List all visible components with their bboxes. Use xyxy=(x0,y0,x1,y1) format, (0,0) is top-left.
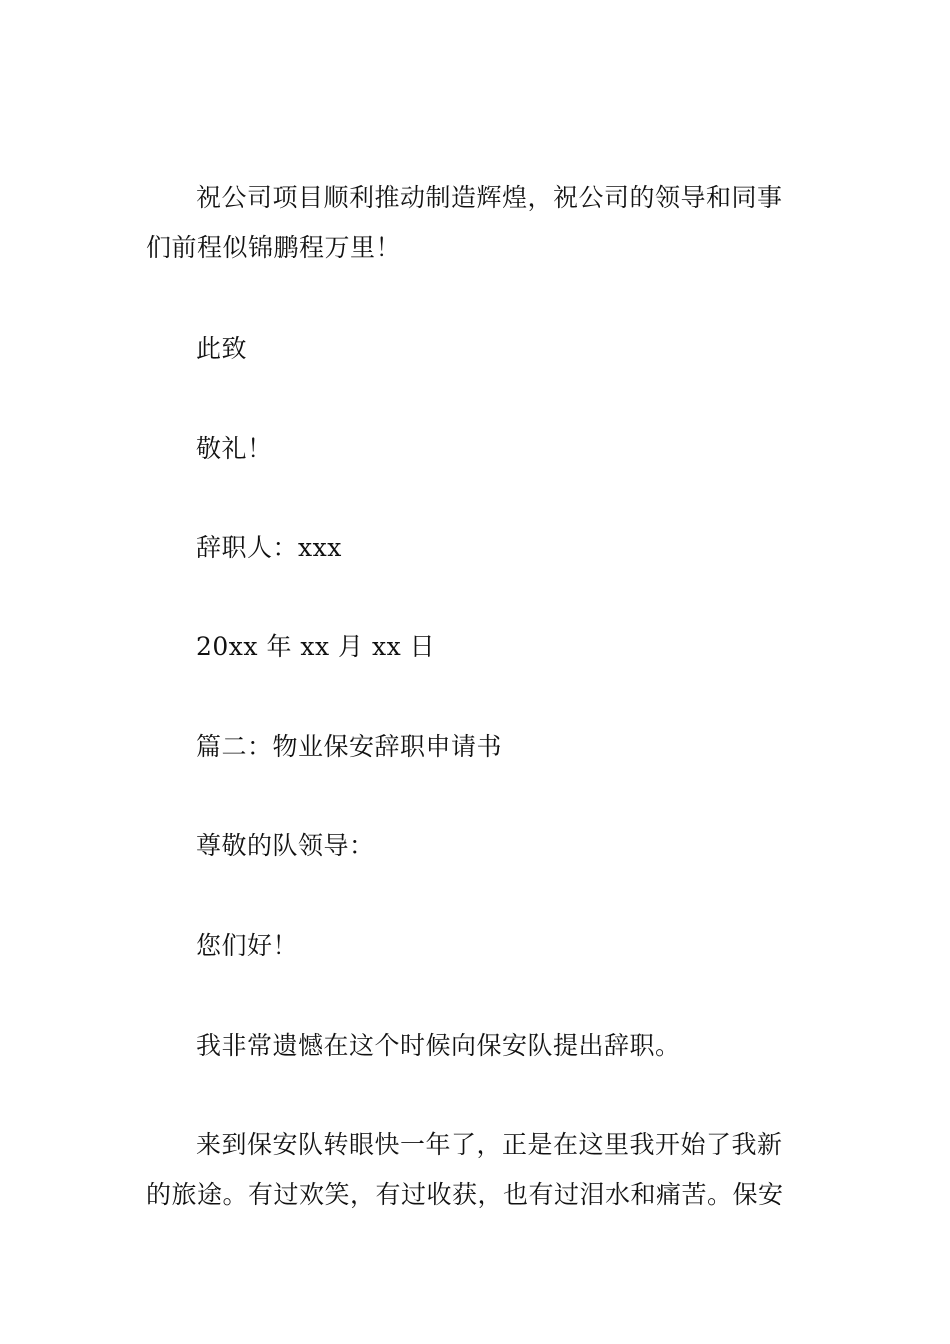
body-paragraph-2-line-1: 来到保安队转眼快一年了，正是在这里我开始了我新 xyxy=(196,1130,783,1159)
letter-salutation: 尊敬的队领导： xyxy=(196,831,375,860)
section-title: 篇二：物业保安辞职申请书 xyxy=(196,732,503,761)
closing-salutation: 此致 xyxy=(196,334,248,363)
letter-greeting: 您们好！ xyxy=(196,931,299,960)
signature-line: 辞职人：xxx xyxy=(196,533,342,562)
wish-line-2: 们前程似锦鹏程万里！ xyxy=(146,233,402,262)
date-line: 20xx 年 xx 月 xx 日 xyxy=(196,632,436,661)
closing-regards: 敬礼！ xyxy=(196,434,273,463)
body-paragraph-1: 我非常遗憾在这个时候向保安队提出辞职。 xyxy=(196,1031,681,1060)
body-paragraph-2-line-2: 的旅途。有过欢笑，有过收获，也有过泪水和痛苦。保安 xyxy=(146,1180,784,1209)
wish-line-1: 祝公司项目顺利推动制造辉煌，祝公司的领导和同事 xyxy=(196,183,783,212)
